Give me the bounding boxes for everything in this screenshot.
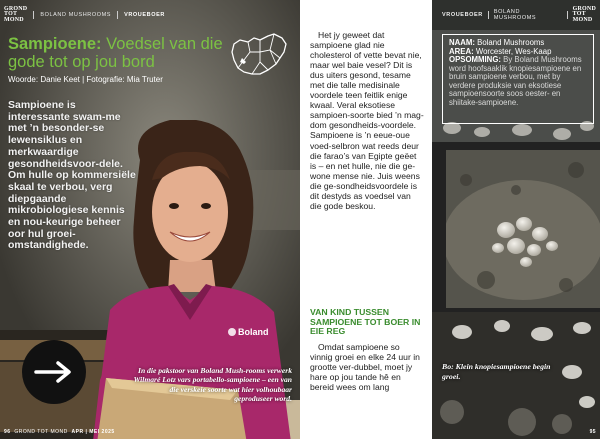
article-subhead: VAN KIND TUSSEN SAMPIOENE TOT BOER IN EIE REG	[310, 307, 421, 337]
page-number: 95	[589, 429, 596, 435]
right-page-text-column	[300, 0, 432, 439]
title-rest: Voedsel van die gode tot op jou bord	[8, 35, 223, 71]
magazine-logo: GROND TOT MOND	[4, 5, 28, 23]
body-paragraph: Het jy geweet dat sampioene glad nie cholesterol of vette bevat nie, maar wel baie vesel? Dit is dus uiters gesond, tesame met die talle medisinale voordele teen feitlik enige kwaal. Veral eksotiese sampioen-soorte bied ’n mag-dom gesondheids-voordele. Sampioene is ’n eeue-oue voed-selbron wat reeds deur die farao’s van Egipte geëet is – en net hulle, nie die ge-wone mense nie. Juis weens die ge-sondheidsvoordele is dit destyds as voedsel van die gode beskou.	[310, 30, 424, 211]
folio-right	[440, 429, 596, 435]
folio-left	[4, 429, 115, 435]
page-header-left	[4, 5, 296, 23]
south-africa-map-icon	[230, 30, 290, 78]
photo-caption-right: Bo: Klein knopiesampioene begin groei.	[442, 362, 551, 381]
header-divider	[117, 11, 118, 19]
fact-box	[442, 34, 594, 124]
header-divider	[567, 11, 568, 19]
header-category: VROUEBOER	[124, 12, 165, 18]
header-divider	[488, 11, 489, 19]
magazine-logo: GROND TOT MOND	[572, 5, 596, 23]
page-number: 96	[4, 429, 11, 435]
right-page-photo-column	[432, 0, 600, 439]
title-bold: Sampioene:	[8, 35, 102, 53]
article-body	[310, 30, 424, 211]
fact-area: AREA: Worcester, Wes-Kaap	[449, 46, 552, 56]
article-title	[8, 36, 238, 71]
photo-caption-left: In die pakstoor van Boland Mush-rooms verwerk Wilmaré Lotz vars portabello-sampioene – een van die verskeie soorte wat hier volhoubaar geproduseer word.	[133, 366, 292, 404]
next-page-button[interactable]	[22, 340, 86, 404]
folio-issue: APR | MEI 2025	[71, 429, 115, 435]
fact-naam: NAAM: Boland Mushrooms	[449, 38, 545, 47]
page-header-right	[442, 5, 596, 23]
folio-magazine: GROND TOT MOND	[14, 429, 68, 435]
article-body-continued	[310, 342, 424, 392]
svg-text:Boland: Boland	[238, 327, 269, 337]
arrow-right-icon	[34, 360, 74, 384]
article-intro: Sampioene is interessante swam-me met ’n besonder-se lewensiklus en merkwaardige gesondheidsvoor-dele. Om hulle op kommersiële skaal te verbou, verg diepgaande mikrobiologiese kennis en nou-keurige beheer oor hul groei-omstandighede.	[8, 99, 136, 252]
fact-opsomming: OPSOMMING: By Boland Mushrooms word hoofsaaklik knopiesampioene en bruin sampioene verbou, met by verdere produksie van eksotiese sampioensoorte soos oester- en shiitake-sampioene.	[449, 55, 582, 107]
button-mushroom-photo	[446, 150, 600, 308]
header-section: BOLAND MUSHROOMS	[40, 12, 112, 18]
header-category: VROUEBOER	[442, 12, 483, 18]
header-divider	[33, 11, 34, 19]
article-byline: Woorde: Danie Keet | Fotografie: Mia Truter	[8, 75, 163, 84]
header-section: BOLAND MUSHROOMS	[493, 9, 537, 21]
body-paragraph: Omdat sampioene so vinnig groei en elke 24 uur in grootte ver-dubbel, moet jy hare op jou tande hê en bereid wees om lang	[310, 342, 420, 393]
